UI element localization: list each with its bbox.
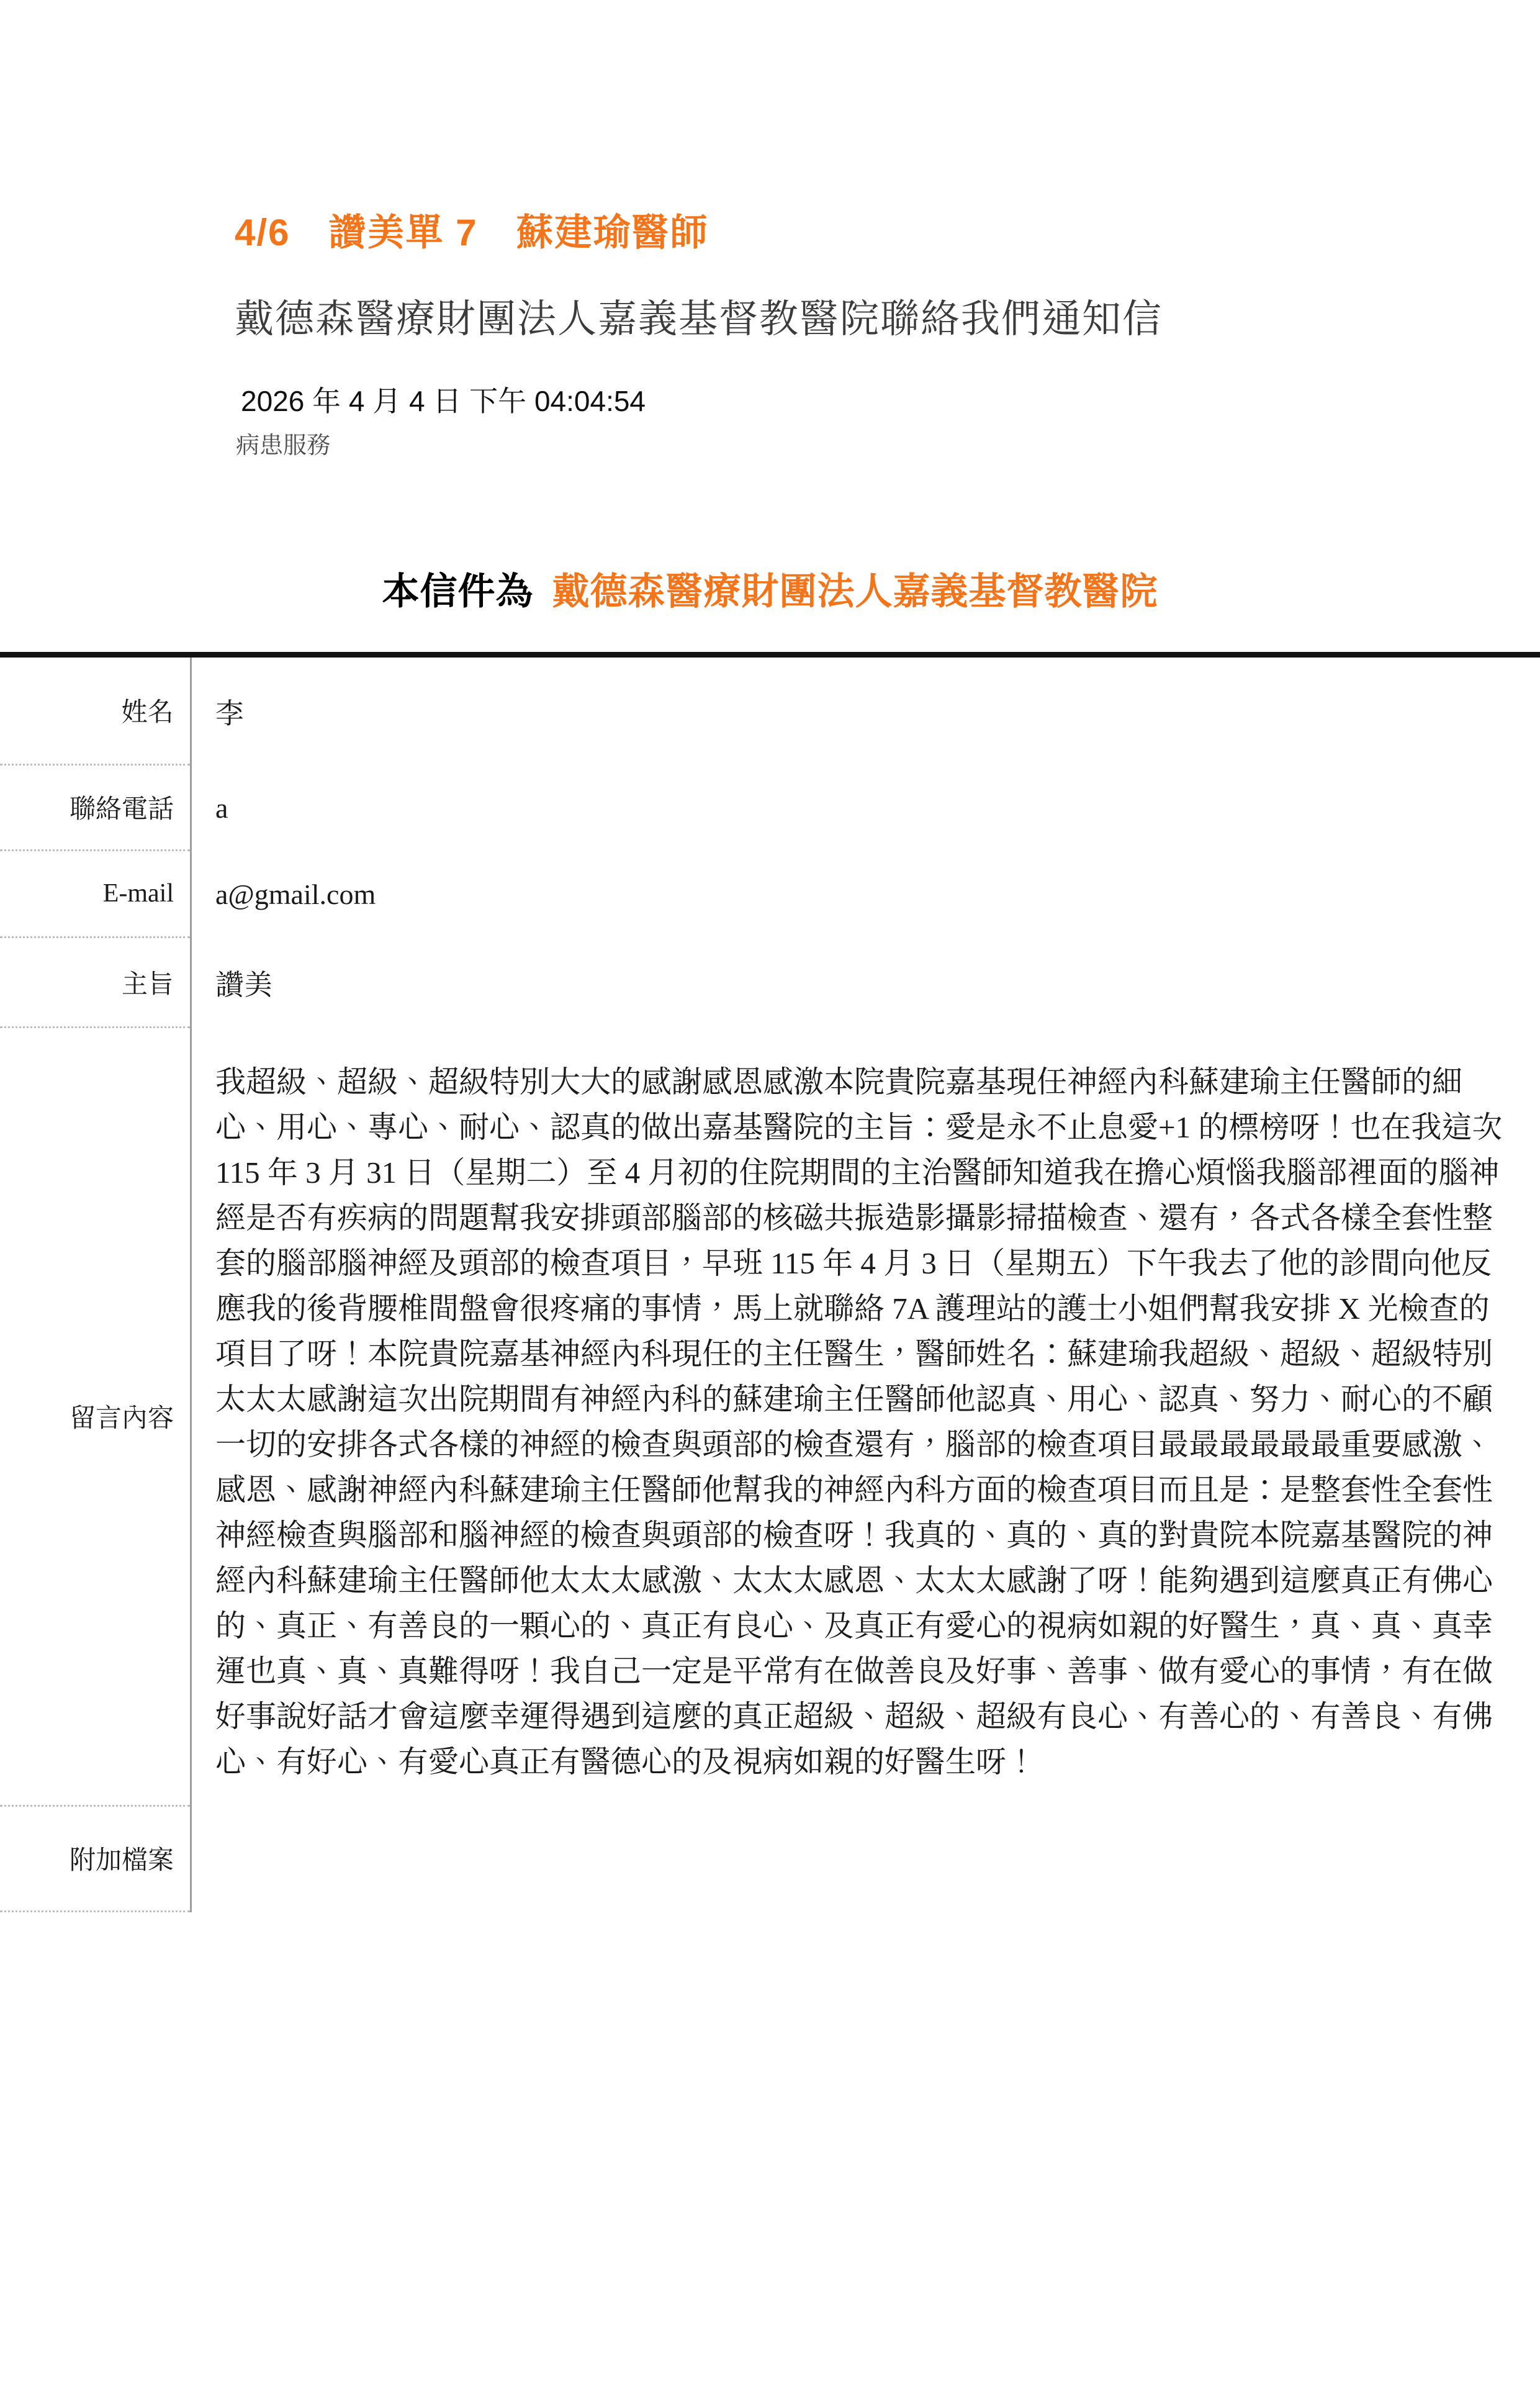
email-value: a@gmail.com xyxy=(190,851,1540,938)
phone-label: 聯絡電話 xyxy=(0,766,190,851)
page-heading: 4/6 讚美單 7 蘇建瑜醫師 xyxy=(235,212,709,253)
row-message xyxy=(0,1028,1540,1807)
banner-prefix: 本信件為 xyxy=(382,570,534,612)
message-value: 我超級、超級、超級特別大大的感謝感恩感激本院貴院嘉基現任神經內科蘇建瑜主任醫師的細心、用心、專心、耐心、認真的做出嘉基醫院的主旨：愛是永不止息愛+1 的標榜呀！也在我這次 115 年 3 月 31 日（星期二）至 4 月初的住院期間的主治醫師知道我在擔心煩惱我腦部裡面的腦神經是否有疾病的問題幫我安排頭部腦部的核磁共振造影攝影掃描檢查、還有，各式各樣全套性整套的腦部腦神經及頭部的檢查項目，早班 115 年 4 月 3 日（星期五）下午我去了他的診間向他反應我的後背腰椎間盤會很疼痛的事情，馬上就聯絡 7A 護理站的護士小姐們幫我安排 X 光檢查的項目了呀！本院貴院嘉基神經內科現任的主任醫生，醫師姓名：蘇建瑜我超級、超級、超級特別太太太感謝這次出院期間有神經內科的蘇建瑜主任醫師他認真、用心、認真、努力、耐心的不顧一切的安排各式各樣的神經的檢查與頭部的檢查還有，腦部的檢查項目最最最最最最重要感激、感恩、感謝神經內科蘇建瑜主任醫師他幫我的神經內科方面的檢查項目而且是：是整套性全套性神經檢查與腦部和腦神經的檢查與頭部的檢查呀！我真的、真的、真的對貴院本院嘉基醫院的神經內科蘇建瑜主任醫師他太太太感激、太太太感恩、太太太感謝了呀！能夠遇到這麼真正有佛心的、真正、有善良的一顆心的、真正有良心、及真正有愛心的視病如親的好醫生，真、真、真幸運也真、真、真難得呀！我自己一定是平常有在做善良及好事、善事、做有愛心的事情，有在做好事說好話才會這麼幸運得遇到這麼的真正超級、超級、超級有良心、有善心的、有善良、有佛心、有好心、有愛心真正有醫德心的及視病如親的好醫生呀！ xyxy=(190,1028,1540,1807)
attachment-label: 附加檔案 xyxy=(0,1807,190,1912)
contact-form-table xyxy=(0,658,1540,1912)
email-label: E-mail xyxy=(0,851,190,938)
row-name xyxy=(0,658,1540,766)
sender-banner xyxy=(0,571,1540,612)
message-label: 留言內容 xyxy=(0,1028,190,1807)
phone-value: a xyxy=(190,766,1540,851)
row-attachment xyxy=(0,1807,1540,1912)
row-phone xyxy=(0,766,1540,851)
attachment-value xyxy=(190,1807,1540,1912)
notification-date: 2026 年 4 月 4 日 下午 04:04:54 xyxy=(241,385,646,418)
subject-value: 讚美 xyxy=(190,938,1540,1028)
row-subject xyxy=(0,938,1540,1028)
name-label: 姓名 xyxy=(0,658,190,766)
subject-label: 主旨 xyxy=(0,938,190,1028)
row-email xyxy=(0,851,1540,938)
service-category: 病患服務 xyxy=(236,432,331,459)
divider-rule xyxy=(0,652,1540,658)
notification-page xyxy=(0,212,1540,1912)
name-value: 李 xyxy=(190,658,1540,766)
notification-title: 戴德森醫療財團法人嘉義基督教醫院聯絡我們通知信 xyxy=(235,297,1163,341)
banner-hospital-name: 戴德森醫療財團法人嘉義基督教醫院 xyxy=(552,570,1158,612)
